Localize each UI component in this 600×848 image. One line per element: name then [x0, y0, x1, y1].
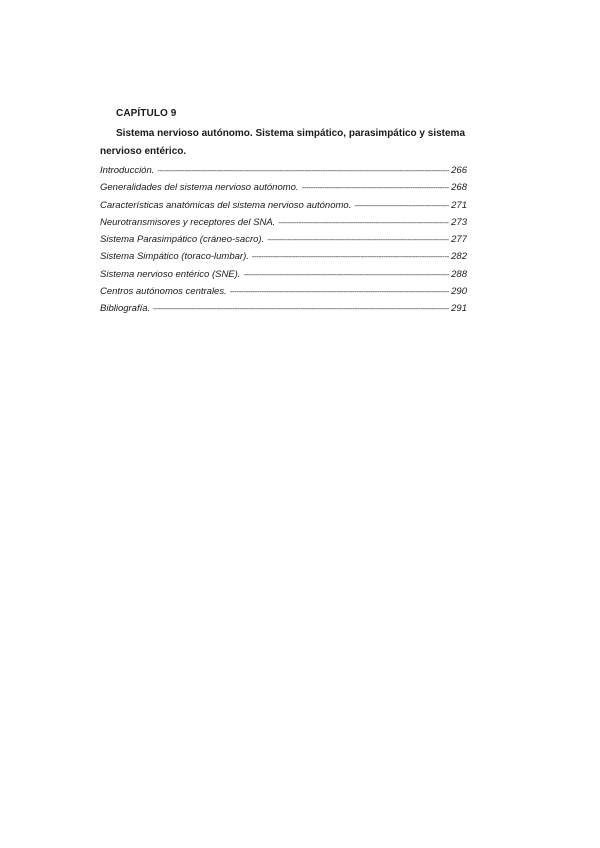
toc-entry [100, 286, 467, 303]
toc-leader [153, 304, 449, 313]
toc-entry-title: Generalidades del sistema nervioso autónomo. [100, 182, 299, 194]
chapter-label: CAPÍTULO 9 [116, 108, 177, 119]
toc-entry-page: 277 [451, 234, 467, 246]
toc-entry [100, 234, 467, 251]
toc-entry-page: 273 [451, 216, 467, 228]
toc-entry-page: 291 [451, 303, 467, 315]
toc-leader [243, 270, 449, 279]
toc-leader [354, 201, 449, 210]
toc-entry-title: Características anatómicas del sistema nervioso autónomo. [100, 199, 352, 211]
toc-entry [100, 217, 467, 234]
chapter-title: Sistema nervioso autónomo. Sistema simpático, parasimpático y sistema nervioso entérico. [100, 128, 466, 157]
toc-leader [252, 252, 449, 261]
toc-entry [100, 251, 467, 268]
toc-entry [100, 303, 467, 320]
toc-entry-title: Bibliografía. [100, 303, 151, 315]
toc-entry [100, 182, 467, 199]
toc-leader [267, 235, 449, 244]
toc-leader [302, 183, 450, 192]
toc-leader [157, 166, 449, 175]
toc-entry-title: Sistema nervioso entérico (SNE). [100, 268, 241, 280]
toc-entry-page: 282 [451, 251, 467, 263]
toc-entry-page: 268 [451, 182, 467, 194]
toc-leader [278, 218, 449, 227]
toc-entry [100, 269, 467, 286]
toc-leader [230, 287, 449, 296]
table-of-contents [100, 165, 467, 321]
toc-entry [100, 165, 467, 182]
toc-entry-title: Sistema Parasimpático (cráneo-sacro). [100, 234, 265, 246]
toc-entry [100, 200, 467, 217]
toc-entry-page: 266 [451, 165, 467, 176]
toc-entry-title: Centros autónomos centrales. [100, 286, 227, 298]
toc-entry-page: 271 [451, 199, 467, 211]
toc-entry-page: 288 [451, 268, 467, 280]
toc-entry-title: Introducción. [100, 165, 155, 176]
toc-entry-title: Neurotransmisores y receptores del SNA. [100, 216, 276, 228]
toc-entry-page: 290 [451, 286, 467, 298]
toc-entry-title: Sistema Simpático (toraco-lumbar). [100, 251, 249, 263]
